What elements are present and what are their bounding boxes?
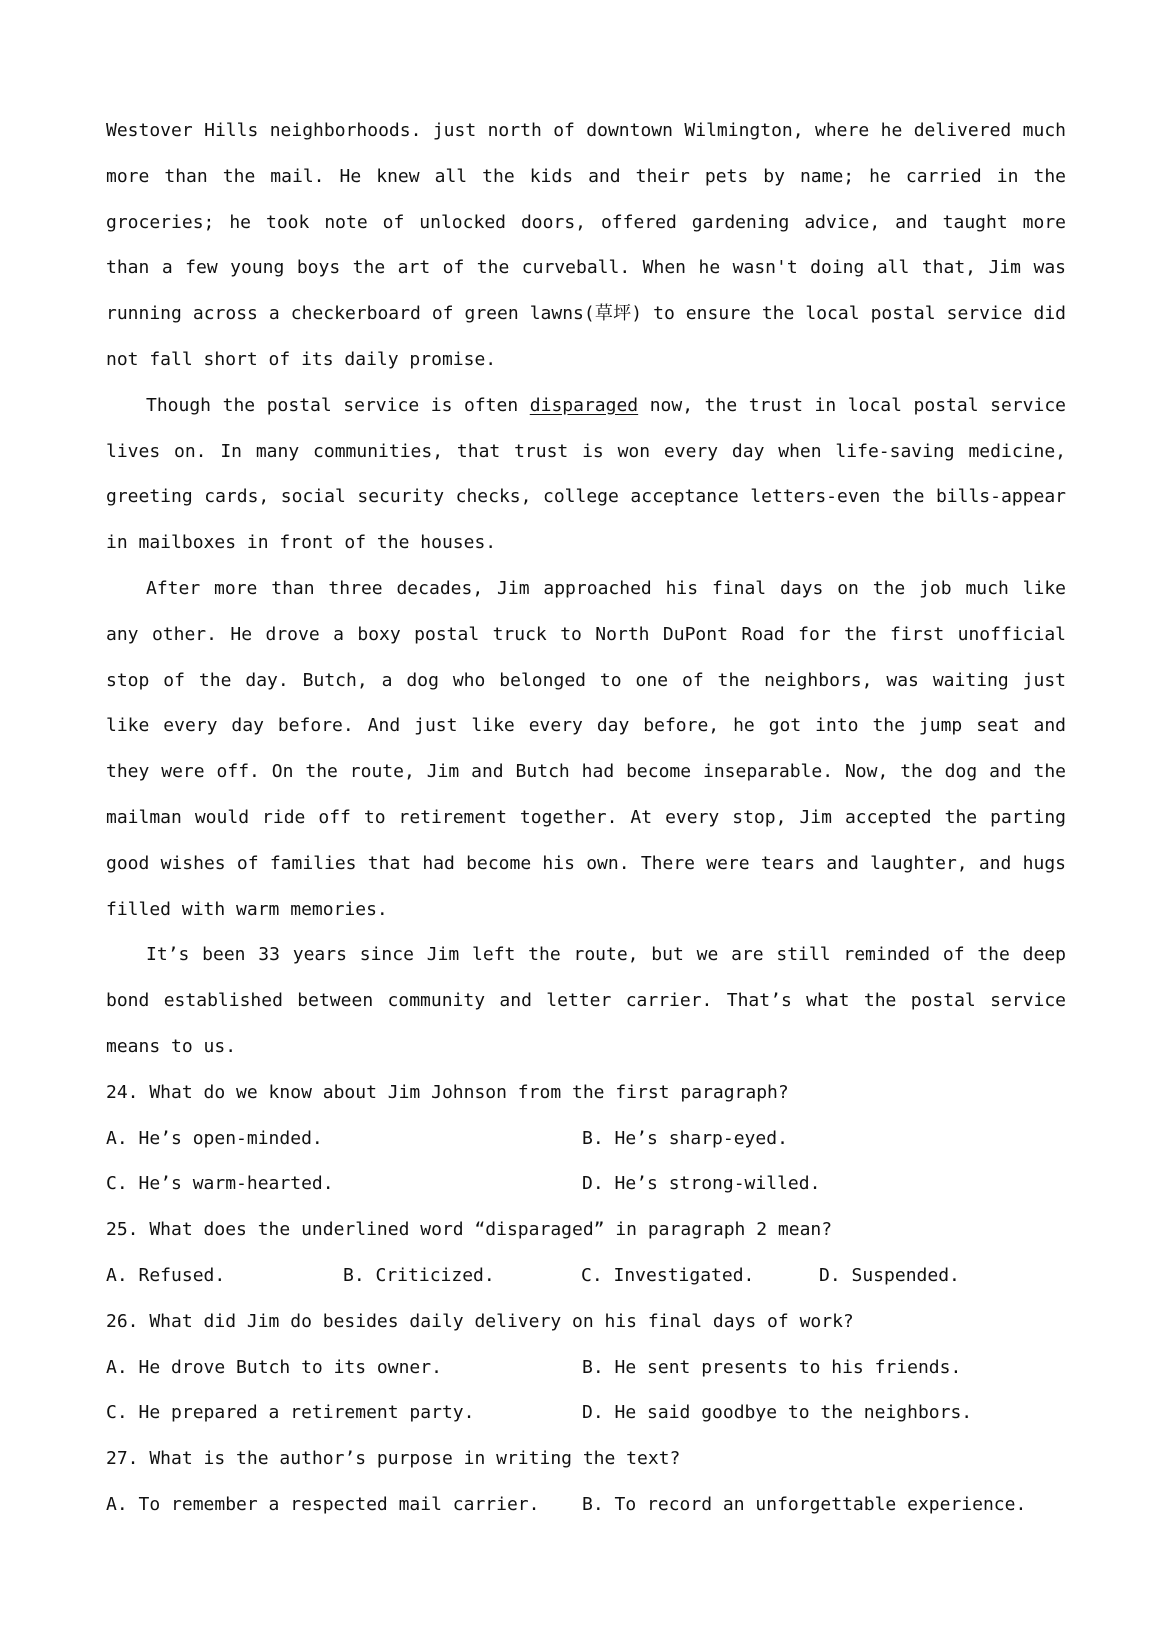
option-c: C. He prepared a retirement party. bbox=[106, 1402, 475, 1424]
question-options bbox=[106, 1482, 1066, 1528]
option-d: D. He’s strong-willed. bbox=[582, 1173, 821, 1195]
passage-paragraph-4: It’s been 33 years since Jim left the route, but we are still reminded of the deep bond established between community and letter carrier. That’s what the postal service means to us. bbox=[106, 944, 1066, 1057]
option-d: D. He said goodbye to the neighbors. bbox=[582, 1402, 973, 1424]
option-b: B. Criticized. bbox=[343, 1264, 495, 1286]
passage-paragraph-1: Westover Hills neighborhoods. just north of downtown Wilmington, where he delivered much more than the mail. He knew all the kids and their pets by name; he carried in the groceries; he took note of unlocked doors, offered gardening advice, and taught more than a few young boys the art of the curveball. When he wasn't doing all that, Jim was running across a checkerboard of green lawns(草坪) to ensure the local postal service did not fall short of its daily promise. bbox=[106, 120, 1066, 370]
passage-paragraph-3: After more than three decades, Jim approached his final days on the job much like any other. He drove a boxy postal truck to North DuPont Road for the first unofficial stop of the day. Butch, a dog who belonged to one of the neighbors, was waiting just like every day before. And just like every day before, he got into the jump seat and they were off. On the route, Jim and Butch had become inseparable. Now, the dog and the mailman would ride off to retirement together. At every stop, Jim accepted the parting good wishes of families that had become his own. There were tears and laughter, and hugs filled with warm memories. bbox=[106, 577, 1066, 920]
question-25 bbox=[106, 1207, 1066, 1299]
question-27 bbox=[106, 1436, 1066, 1528]
question-stem: 26. What did Jim do besides daily delivery on his final days of work? bbox=[106, 1310, 854, 1332]
question-stem: 27. What is the author’s purpose in writing the text? bbox=[106, 1448, 681, 1470]
question-options bbox=[106, 1345, 1066, 1437]
question-options bbox=[106, 1253, 1066, 1299]
option-a: A. Refused. bbox=[106, 1264, 226, 1286]
option-d: D. Suspended. bbox=[819, 1264, 960, 1286]
option-b: B. He’s sharp-eyed. bbox=[582, 1127, 788, 1149]
document-page bbox=[106, 108, 1066, 1528]
passage-paragraph-2 bbox=[106, 383, 1066, 566]
question-options bbox=[106, 1116, 1066, 1208]
option-a: A. To remember a respected mail carrier. bbox=[106, 1493, 540, 1515]
option-c: C. Investigated. bbox=[581, 1264, 755, 1286]
option-c: C. He’s warm-hearted. bbox=[106, 1173, 334, 1195]
underlined-word: disparaged bbox=[529, 394, 639, 416]
option-a: A. He drove Butch to its owner. bbox=[106, 1356, 442, 1378]
paragraph-2-text-before: Though the postal service is often bbox=[146, 394, 530, 416]
question-stem: 25. What does the underlined word “disparaged” in paragraph 2 mean? bbox=[106, 1219, 833, 1241]
paragraph-2-text-after: now, the trust in local postal service lives on. In many communities, that trust is won every day when life-saving medicine, greeting cards, social security checks, college acceptance letters-even the bills-appear in mailboxes in front of the houses. bbox=[106, 394, 1066, 554]
question-24 bbox=[106, 1070, 1066, 1207]
option-b: B. He sent presents to his friends. bbox=[582, 1356, 962, 1378]
question-26 bbox=[106, 1299, 1066, 1436]
option-a: A. He’s open-minded. bbox=[106, 1127, 323, 1149]
question-stem: 24. What do we know about Jim Johnson from the first paragraph? bbox=[106, 1081, 789, 1103]
option-b: B. To record an unforgettable experience. bbox=[582, 1493, 1027, 1515]
